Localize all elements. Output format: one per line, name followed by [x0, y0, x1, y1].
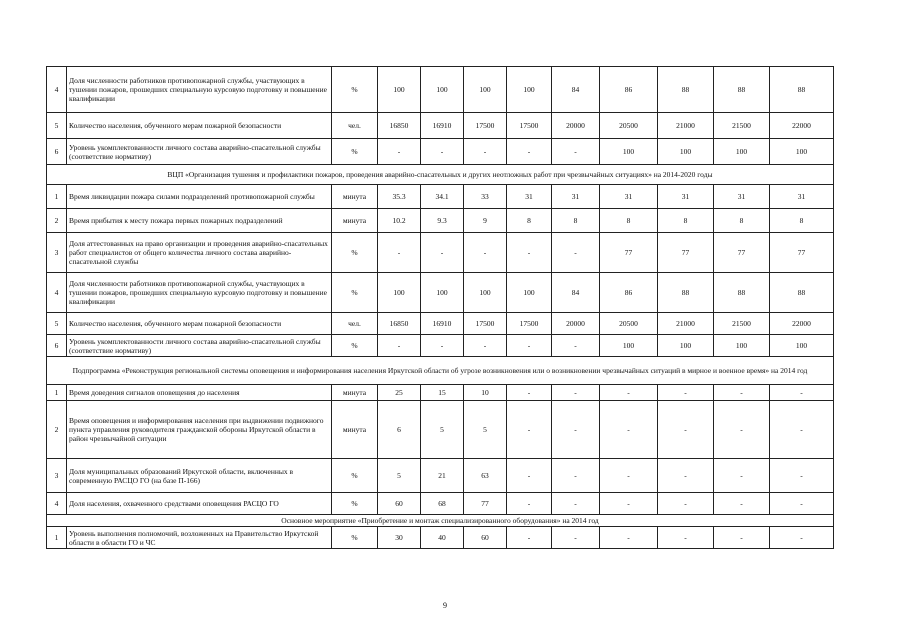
- value-cell: -: [600, 527, 658, 549]
- value-cell: -: [658, 493, 714, 515]
- row-number-cell: 4: [47, 493, 67, 515]
- value-cell: 40: [421, 527, 464, 549]
- value-cell: -: [770, 401, 834, 459]
- value-cell: 8: [552, 209, 600, 233]
- value-cell: -: [552, 401, 600, 459]
- value-cell: 20000: [552, 313, 600, 335]
- table-row: [47, 185, 834, 209]
- value-cell: 100: [714, 139, 770, 165]
- value-cell: 100: [658, 139, 714, 165]
- value-cell: 31: [714, 185, 770, 209]
- value-cell: -: [658, 385, 714, 401]
- indicators-table: [46, 66, 834, 549]
- section-heading: Подпрограмма «Реконструкция региональной системы оповещения и информирования населения Иркутской области об угрозе возникновения или о возникновении чрезвычайных ситуаций в мирное и военное время» на 2014 год: [47, 357, 834, 385]
- value-cell: 10.2: [378, 209, 421, 233]
- value-cell: 100: [770, 335, 834, 357]
- value-cell: -: [507, 335, 552, 357]
- indicator-name-cell: Доля численности работников противопожарной службы, участвующих в тушении пожаров, прошедших специальную курсовую подготовку и повышение квалификации: [67, 67, 332, 113]
- indicator-name-cell: Уровень укомплектованности личного состава аварийно-спасательной службы (соответствие нормативу): [67, 139, 332, 165]
- row-number-cell: 5: [47, 313, 67, 335]
- row-number-cell: 1: [47, 185, 67, 209]
- value-cell: 77: [464, 493, 507, 515]
- unit-cell: %: [332, 335, 378, 357]
- value-cell: 33: [464, 185, 507, 209]
- value-cell: 100: [378, 273, 421, 313]
- value-cell: 20500: [600, 113, 658, 139]
- row-number-cell: 5: [47, 113, 67, 139]
- value-cell: 60: [378, 493, 421, 515]
- indicator-name-cell: Время ликвидации пожара силами подразделений противопожарной службы: [67, 185, 332, 209]
- unit-cell: минута: [332, 401, 378, 459]
- value-cell: 100: [600, 139, 658, 165]
- value-cell: 31: [600, 185, 658, 209]
- value-cell: 21500: [714, 113, 770, 139]
- row-number-cell: 1: [47, 385, 67, 401]
- value-cell: 6: [378, 401, 421, 459]
- unit-cell: %: [332, 459, 378, 493]
- value-cell: -: [600, 401, 658, 459]
- value-cell: 31: [658, 185, 714, 209]
- value-cell: -: [600, 459, 658, 493]
- value-cell: -: [378, 233, 421, 273]
- value-cell: 17500: [507, 113, 552, 139]
- value-cell: 34.1: [421, 185, 464, 209]
- value-cell: 88: [770, 273, 834, 313]
- value-cell: 8: [507, 209, 552, 233]
- value-cell: 88: [714, 273, 770, 313]
- row-number-cell: 2: [47, 401, 67, 459]
- value-cell: -: [770, 385, 834, 401]
- section-heading-row: [47, 357, 834, 385]
- value-cell: 88: [714, 67, 770, 113]
- value-cell: 30: [378, 527, 421, 549]
- table-row: [47, 313, 834, 335]
- value-cell: 5: [378, 459, 421, 493]
- indicator-name-cell: Количество населения, обученного мерам пожарной безопасности: [67, 113, 332, 139]
- table-row: [47, 139, 834, 165]
- value-cell: 9.3: [421, 209, 464, 233]
- value-cell: 16910: [421, 313, 464, 335]
- indicator-name-cell: Доля аттестованных на право организации и проведения аварийно-спасательных работ специалистов от общего количества личного состава аварийно-спасательной службы: [67, 233, 332, 273]
- table-row: [47, 113, 834, 139]
- indicator-name-cell: Доля численности работников противопожарной службы, участвующих в тушении пожаров, прошедших специальную курсовую подготовку и повышение квалификации: [67, 273, 332, 313]
- value-cell: 100: [421, 67, 464, 113]
- row-number-cell: 1: [47, 527, 67, 549]
- value-cell: 21000: [658, 313, 714, 335]
- table-row: [47, 209, 834, 233]
- value-cell: 84: [552, 273, 600, 313]
- row-number-cell: 4: [47, 273, 67, 313]
- value-cell: -: [507, 401, 552, 459]
- value-cell: 17500: [464, 113, 507, 139]
- value-cell: 100: [464, 273, 507, 313]
- value-cell: 84: [552, 67, 600, 113]
- unit-cell: %: [332, 233, 378, 273]
- value-cell: -: [552, 139, 600, 165]
- value-cell: -: [507, 233, 552, 273]
- value-cell: 21000: [658, 113, 714, 139]
- value-cell: -: [507, 527, 552, 549]
- value-cell: 5: [464, 401, 507, 459]
- value-cell: -: [770, 527, 834, 549]
- value-cell: -: [658, 527, 714, 549]
- value-cell: 15: [421, 385, 464, 401]
- value-cell: 100: [378, 67, 421, 113]
- value-cell: -: [658, 401, 714, 459]
- value-cell: -: [507, 139, 552, 165]
- table-row: [47, 493, 834, 515]
- value-cell: 31: [507, 185, 552, 209]
- value-cell: 9: [464, 209, 507, 233]
- section-heading-row: [47, 515, 834, 527]
- value-cell: -: [600, 385, 658, 401]
- value-cell: 100: [421, 273, 464, 313]
- unit-cell: минута: [332, 185, 378, 209]
- indicator-name-cell: Количество населения, обученного мерам пожарной безопасности: [67, 313, 332, 335]
- value-cell: -: [421, 335, 464, 357]
- value-cell: -: [658, 459, 714, 493]
- table-row: [47, 273, 834, 313]
- value-cell: 8: [770, 209, 834, 233]
- value-cell: -: [714, 493, 770, 515]
- value-cell: -: [714, 527, 770, 549]
- value-cell: 77: [658, 233, 714, 273]
- value-cell: 100: [507, 67, 552, 113]
- value-cell: 35.3: [378, 185, 421, 209]
- value-cell: -: [552, 527, 600, 549]
- value-cell: 100: [714, 335, 770, 357]
- value-cell: 31: [552, 185, 600, 209]
- row-number-cell: 3: [47, 459, 67, 493]
- value-cell: -: [600, 493, 658, 515]
- value-cell: 22000: [770, 313, 834, 335]
- value-cell: 77: [600, 233, 658, 273]
- value-cell: -: [464, 335, 507, 357]
- value-cell: 100: [770, 139, 834, 165]
- value-cell: -: [378, 335, 421, 357]
- table-row: [47, 335, 834, 357]
- value-cell: -: [552, 493, 600, 515]
- value-cell: 5: [421, 401, 464, 459]
- value-cell: 20000: [552, 113, 600, 139]
- value-cell: -: [714, 401, 770, 459]
- value-cell: -: [507, 459, 552, 493]
- value-cell: 77: [770, 233, 834, 273]
- section-heading-row: [47, 165, 834, 185]
- table-body: [47, 67, 834, 549]
- value-cell: -: [421, 233, 464, 273]
- unit-cell: чел.: [332, 313, 378, 335]
- value-cell: -: [552, 385, 600, 401]
- table-row: [47, 459, 834, 493]
- indicator-name-cell: Время оповещения и информирования населения при выдвижении подвижного пункта управления руководителя гражданской обороны Иркутской области в район чрезвычайной ситуации: [67, 401, 332, 459]
- indicator-name-cell: Уровень выполнения полномочий, возложенных на Правительство Иркутской области в области ГО и ЧС: [67, 527, 332, 549]
- unit-cell: минута: [332, 385, 378, 401]
- value-cell: 86: [600, 273, 658, 313]
- indicator-name-cell: Время доведения сигналов оповещения до населения: [67, 385, 332, 401]
- value-cell: 8: [600, 209, 658, 233]
- value-cell: 16850: [378, 113, 421, 139]
- value-cell: 17500: [464, 313, 507, 335]
- value-cell: -: [714, 385, 770, 401]
- row-number-cell: 6: [47, 335, 67, 357]
- section-heading: Основное мероприятие «Приобретение и монтаж специализированного оборудования» на 2014 год: [47, 515, 834, 527]
- section-heading: ВЦП «Организация тушения и профилактики пожаров, проведения аварийно-спасательных и других неотложных работ при чрезвычайных ситуациях» на 2014-2020 годы: [47, 165, 834, 185]
- indicator-name-cell: Доля населения, охваченного средствами оповещения РАСЦО ГО: [67, 493, 332, 515]
- indicator-name-cell: Уровень укомплектованности личного состава аварийно-спасательной службы (соответствие нормативу): [67, 335, 332, 357]
- value-cell: 77: [714, 233, 770, 273]
- indicator-name-cell: Доля муниципальных образований Иркутской области, включенных в современную РАСЦО ГО (на базе П-166): [67, 459, 332, 493]
- unit-cell: %: [332, 273, 378, 313]
- row-number-cell: 3: [47, 233, 67, 273]
- value-cell: -: [464, 139, 507, 165]
- value-cell: 100: [507, 273, 552, 313]
- value-cell: 100: [600, 335, 658, 357]
- value-cell: 22000: [770, 113, 834, 139]
- unit-cell: %: [332, 67, 378, 113]
- value-cell: 31: [770, 185, 834, 209]
- value-cell: 21500: [714, 313, 770, 335]
- value-cell: -: [464, 233, 507, 273]
- value-cell: -: [421, 139, 464, 165]
- value-cell: -: [507, 385, 552, 401]
- table-row: [47, 233, 834, 273]
- table-row: [47, 527, 834, 549]
- value-cell: 21: [421, 459, 464, 493]
- value-cell: 25: [378, 385, 421, 401]
- value-cell: 68: [421, 493, 464, 515]
- value-cell: -: [552, 459, 600, 493]
- value-cell: 10: [464, 385, 507, 401]
- table-row: [47, 385, 834, 401]
- value-cell: 63: [464, 459, 507, 493]
- value-cell: 60: [464, 527, 507, 549]
- value-cell: 16910: [421, 113, 464, 139]
- value-cell: -: [378, 139, 421, 165]
- value-cell: -: [552, 335, 600, 357]
- table-row: [47, 67, 834, 113]
- value-cell: -: [552, 233, 600, 273]
- unit-cell: чел.: [332, 113, 378, 139]
- value-cell: 100: [658, 335, 714, 357]
- row-number-cell: 6: [47, 139, 67, 165]
- indicator-name-cell: Время прибытия к месту пожара первых пожарных подразделений: [67, 209, 332, 233]
- unit-cell: %: [332, 527, 378, 549]
- value-cell: -: [507, 493, 552, 515]
- value-cell: 86: [600, 67, 658, 113]
- unit-cell: %: [332, 139, 378, 165]
- value-cell: 20500: [600, 313, 658, 335]
- table-row: [47, 401, 834, 459]
- value-cell: 88: [770, 67, 834, 113]
- value-cell: -: [770, 459, 834, 493]
- row-number-cell: 4: [47, 67, 67, 113]
- value-cell: 17500: [507, 313, 552, 335]
- value-cell: 8: [658, 209, 714, 233]
- unit-cell: минута: [332, 209, 378, 233]
- row-number-cell: 2: [47, 209, 67, 233]
- value-cell: 100: [464, 67, 507, 113]
- page-number: 9: [443, 601, 447, 610]
- value-cell: -: [770, 493, 834, 515]
- value-cell: 16850: [378, 313, 421, 335]
- value-cell: 88: [658, 67, 714, 113]
- value-cell: -: [714, 459, 770, 493]
- unit-cell: %: [332, 493, 378, 515]
- value-cell: 8: [714, 209, 770, 233]
- value-cell: 88: [658, 273, 714, 313]
